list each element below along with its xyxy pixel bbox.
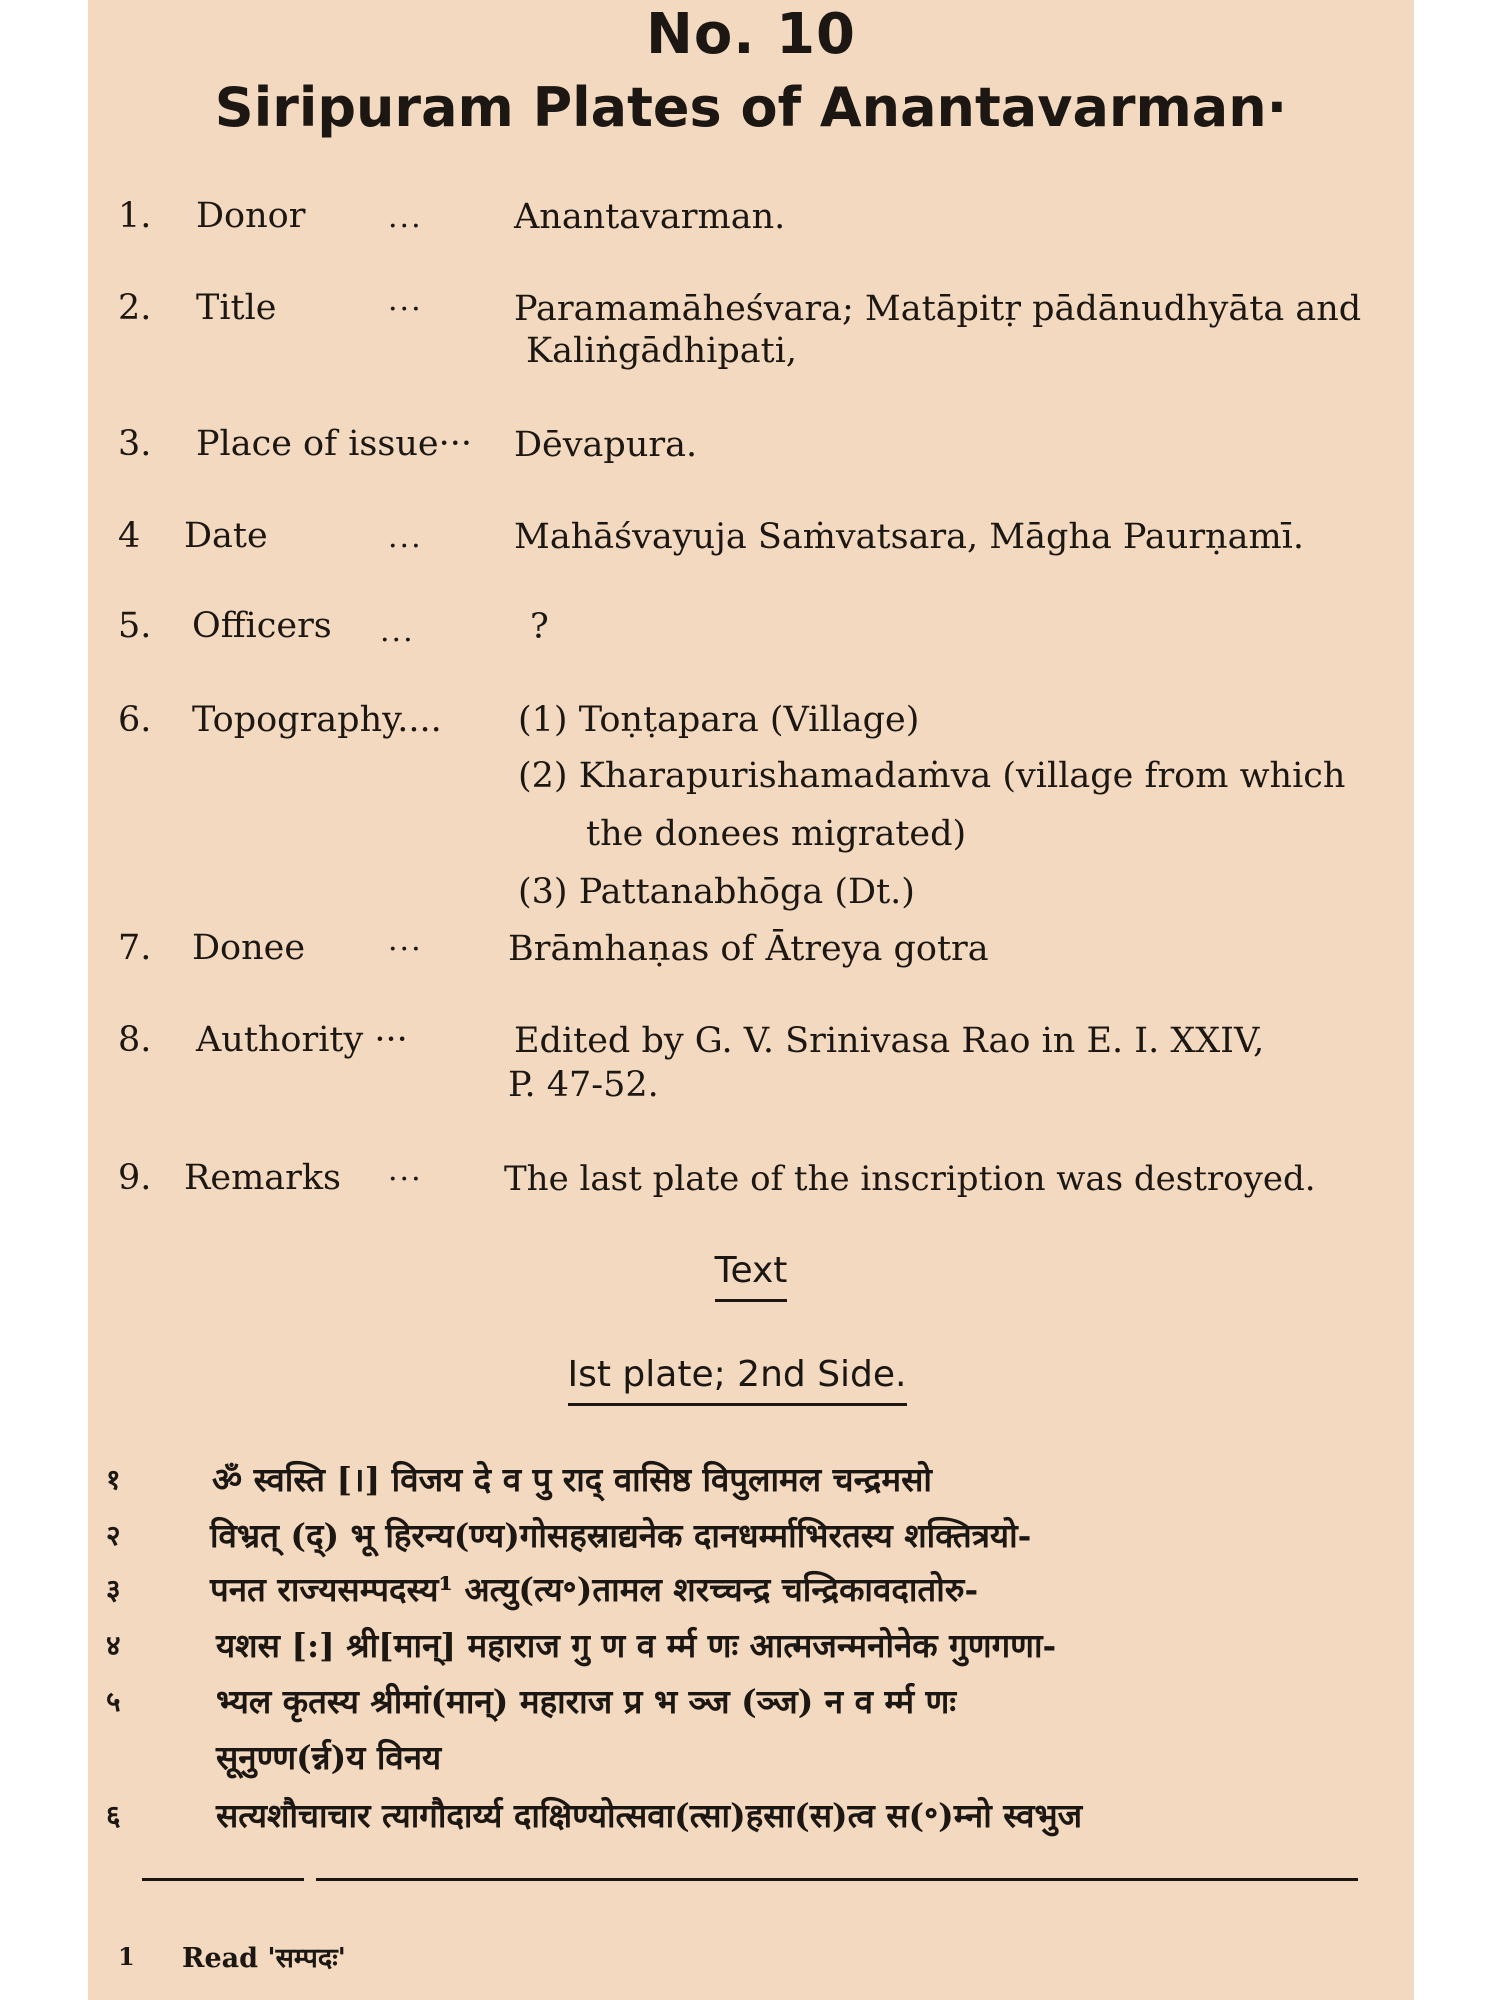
- leader-dots: ···: [388, 292, 423, 327]
- footnote-rule-long: [316, 1878, 1358, 1881]
- sanskrit-line: यशस [:] श्री[मान्] महाराज गु ण व र्म्म णः आत्मजन्मनोनेक गुणगणा-: [216, 1626, 1057, 1665]
- entry-label: Remarks: [184, 1158, 342, 1198]
- footnote-rule-short: [142, 1878, 304, 1881]
- line-number: ५: [106, 1685, 121, 1718]
- entry-label: Topography....: [192, 700, 442, 740]
- entry-label: Title: [196, 288, 277, 328]
- entry-number: 6.: [118, 700, 152, 740]
- entry-number: 4: [118, 516, 141, 556]
- leader-dots: ...: [380, 614, 415, 649]
- document-page: [88, 0, 1414, 2000]
- entry-number: 9.: [118, 1158, 152, 1198]
- line-number: ६: [106, 1799, 121, 1832]
- entry-label: Donee: [192, 928, 306, 968]
- topography-item: (2) Kharapurishamadaṁva (village from which: [518, 756, 1346, 796]
- topography-item: (1) Toṇṭapara (Village): [518, 700, 920, 740]
- entry-number: 7.: [118, 928, 152, 968]
- line-number: २: [106, 1519, 121, 1552]
- entry-number: 5.: [118, 606, 152, 646]
- entry-label: Donor: [196, 196, 306, 236]
- sanskrit-line: पनत राज्यसम्पदस्य¹ अत्यु(त्य॰)तामल शरच्चन्द्र चन्द्रिकावदातोरु-: [210, 1570, 979, 1609]
- line-number: १: [106, 1463, 121, 1496]
- leader-dots: ...: [388, 200, 423, 235]
- inscription-number: No. 10: [645, 2, 857, 67]
- entry-value: Anantavarman.: [514, 197, 786, 237]
- sanskrit-line: विभ्रत् (द्) भू हिरन्य(ण्य)गोसहस्राद्यनेक दानधर्म्माभिरतस्य शक्तित्रयो-: [210, 1516, 1032, 1555]
- entry-value: The last plate of the inscription was destroyed.: [504, 1159, 1316, 1199]
- sanskrit-line: भ्यल कृतस्य श्रीमां(मान्) महाराज प्र भ ञ्ज (ञ्ज) न व र्म्म णः: [216, 1682, 957, 1721]
- entry-number: 3.: [118, 424, 152, 464]
- entry-number: 8.: [118, 1020, 152, 1060]
- entry-value-continued: Kaliṅgādhipati,: [526, 331, 798, 371]
- entry-number: 1.: [118, 196, 152, 236]
- entry-value: Brāmhaṇas of Ātreya gotra: [508, 929, 989, 969]
- entry-label: Authority ···: [196, 1020, 408, 1060]
- topography-item-continued: the donees migrated): [586, 814, 967, 854]
- topography-item: (3) Pattanabhōga (Dt.): [518, 872, 915, 912]
- entry-value: Dēvapura.: [514, 425, 698, 465]
- leader-dots: ···: [388, 1162, 423, 1197]
- entry-value-continued: P. 47-52.: [508, 1065, 659, 1105]
- sanskrit-line: सत्यशौचाचार त्यागौदार्य्य दाक्षिण्योत्सवा(त्सा)हसा(स)त्व स(॰)म्नो स्वभुज: [216, 1796, 1083, 1835]
- entry-label: Place of issue···: [196, 424, 472, 464]
- entry-value: Edited by G. V. Srinivasa Rao in E. I. XXIV,: [514, 1021, 1265, 1061]
- plate-heading: Ist plate; 2nd Side.: [74, 1354, 1400, 1395]
- entry-value: ?: [530, 607, 549, 647]
- sanskrit-line: ॐ स्वस्ति [।] विजय दे व पु राद् वासिष्ठ विपुलामल चन्द्रमसो: [212, 1460, 932, 1499]
- line-number: ३: [106, 1573, 121, 1606]
- entry-value: Mahāśvayuja Saṁvatsara, Māgha Paurṇamī.: [514, 517, 1304, 557]
- footnote-number: 1: [118, 1942, 135, 1971]
- text-heading: Text: [88, 1250, 1414, 1291]
- leader-dots: ···: [388, 932, 423, 967]
- entry-label: Officers: [192, 606, 332, 646]
- entry-label: Date: [184, 516, 268, 556]
- sanskrit-line: सूनुण्ण(र्न्न)य विनय: [216, 1738, 442, 1777]
- entry-value: Paramamāheśvara; Matāpitṛ pādānudhyāta and: [514, 289, 1362, 329]
- leader-dots: ...: [388, 520, 423, 555]
- entry-number: 2.: [118, 288, 152, 328]
- footnote-text: Read 'सम्पदः': [182, 1943, 346, 1974]
- line-number: ४: [106, 1629, 121, 1662]
- inscription-title: Siripuram Plates of Anantavarman·: [214, 76, 1288, 139]
